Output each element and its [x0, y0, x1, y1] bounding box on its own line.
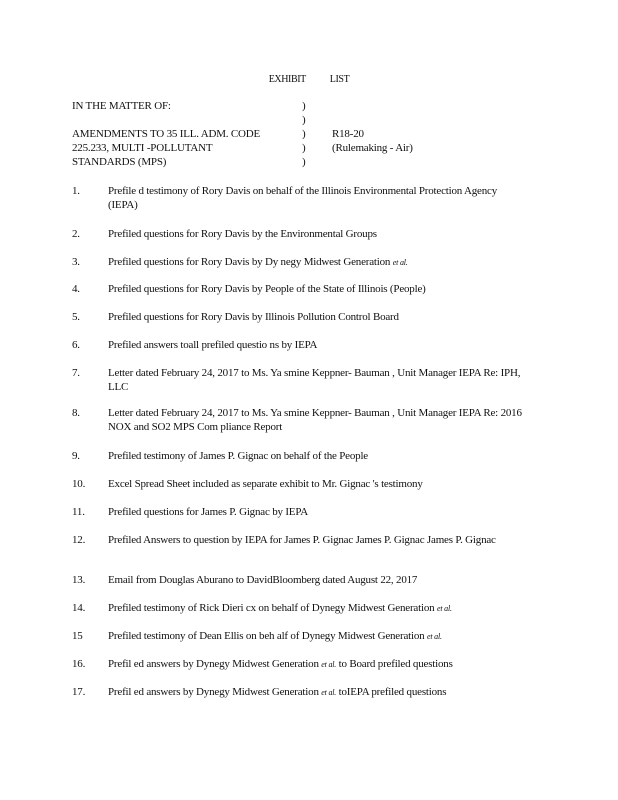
exhibit-text	[108, 685, 528, 700]
exhibit-description: Prefiled questions for Rory Davis by People of the State of Illinois (People)	[108, 283, 426, 295]
caption-paren: )	[302, 128, 306, 140]
exhibit-text	[108, 366, 528, 394]
exhibit-description: Prefiled testimony of Dean Ellis on beh alf of Dynegy Midwest Generation	[108, 630, 427, 642]
exhibit-description: Prefiled questions for Rory Davis by Illinois Pollution Control Board	[108, 311, 399, 323]
exhibit-number: 15	[72, 630, 83, 642]
exhibit-description: Prefiled questions for Rory Davis by the Environmental Groups	[108, 228, 377, 240]
exhibit-description: Prefiled Answers to question by IEPA for James P. Gignac James P. Gignac James P. Gignac	[108, 534, 496, 546]
exhibit-text	[108, 657, 528, 672]
exhibit-number: 6.	[72, 339, 80, 351]
exhibit-description: Prefiled testimony of Rick Dieri cx on behalf of Dynegy Midwest Generation	[108, 602, 437, 614]
exhibit-number: 14.	[72, 602, 86, 614]
docket-number: R18-20	[332, 128, 364, 140]
caption-line: AMENDMENTS TO 35 ILL. ADM. CODE	[72, 128, 261, 140]
exhibit-text	[108, 406, 528, 434]
exhibit-description-tail: toIEPA prefiled questions	[336, 686, 447, 698]
exhibit-description: Letter dated February 24, 2017 to Ms. Ya smine Keppner- Bauman , Unit Manager IEPA Re: 2016 NOX and SO2 MPS Com pliance Report	[108, 407, 525, 433]
caption-paren: )	[302, 156, 306, 168]
page-title: EXHIBIT LIST	[268, 74, 350, 85]
exhibit-description: Prefiled questions for Rory Davis by Dy negy Midwest Generation	[108, 256, 393, 268]
exhibit-number: 13.	[72, 574, 86, 586]
docket-type: (Rulemaking - Air)	[332, 142, 413, 154]
exhibit-text	[108, 533, 528, 547]
caption-line: IN THE MATTER OF:	[72, 100, 171, 112]
exhibit-description: Email from Douglas Aburano to DavidBloomberg dated August 22, 2017	[108, 574, 418, 586]
et-al-note: et al.	[427, 632, 442, 641]
exhibit-description: Prefil ed answers by Dynegy Midwest Generation	[108, 658, 322, 670]
exhibit-number: 10.	[72, 478, 86, 490]
exhibit-description: Letter dated February 24, 2017 to Ms. Ya smine Keppner- Bauman , Unit Manager IEPA Re: IPH, LLC	[108, 367, 523, 393]
exhibit-text	[108, 255, 528, 270]
exhibit-number: 9.	[72, 450, 80, 462]
exhibit-text	[108, 338, 528, 352]
exhibit-number: 5.	[72, 311, 80, 323]
exhibit-text	[108, 629, 528, 644]
exhibit-description: Prefiled answers toall prefiled questio ns by IEPA	[108, 339, 318, 351]
exhibit-number: 4.	[72, 283, 80, 295]
exhibit-number: 2.	[72, 228, 80, 240]
exhibit-description: Prefile d testimony of Rory Davis on behalf of the Illinois Environmental Protection Agency (IEPA)	[108, 185, 500, 211]
exhibit-number: 17.	[72, 686, 86, 698]
exhibit-text	[108, 573, 528, 587]
exhibit-description: Prefiled questions for James P. Gignac by IEPA	[108, 506, 308, 518]
exhibit-number: 1.	[72, 185, 80, 197]
exhibit-text	[108, 227, 528, 241]
exhibit-number: 3.	[72, 256, 80, 268]
et-al-note: et al.	[321, 688, 337, 697]
caption-line: STANDARDS (MPS)	[72, 156, 167, 168]
exhibit-text	[108, 601, 528, 616]
exhibit-description: Prefiled testimony of James P. Gignac on behalf of the People	[108, 450, 368, 462]
et-al-note: et al.	[321, 660, 337, 669]
exhibit-number: 11.	[72, 506, 85, 518]
exhibit-number: 12.	[72, 534, 86, 546]
exhibit-description-tail: to Board prefiled questions	[336, 658, 453, 670]
caption-paren: )	[302, 114, 306, 126]
exhibit-text	[108, 449, 528, 463]
exhibit-description: Excel Spread Sheet included as separate exhibit to Mr. Gignac 's testimony	[108, 478, 423, 490]
exhibit-number: 16.	[72, 658, 86, 670]
exhibit-text	[108, 505, 528, 519]
caption-paren: )	[302, 142, 306, 154]
exhibit-text	[108, 477, 528, 491]
caption-line: 225.233, MULTI -POLLUTANT	[72, 142, 213, 154]
caption-paren: )	[302, 100, 306, 112]
exhibit-text	[108, 282, 528, 296]
exhibit-number: 8.	[72, 407, 80, 419]
exhibit-description: Prefil ed answers by Dynegy Midwest Generation	[108, 686, 322, 698]
et-al-note: et al.	[392, 258, 408, 267]
exhibit-text	[108, 310, 528, 324]
exhibit-text	[108, 184, 528, 212]
et-al-note: et al.	[436, 604, 452, 613]
exhibit-number: 7.	[72, 367, 80, 379]
